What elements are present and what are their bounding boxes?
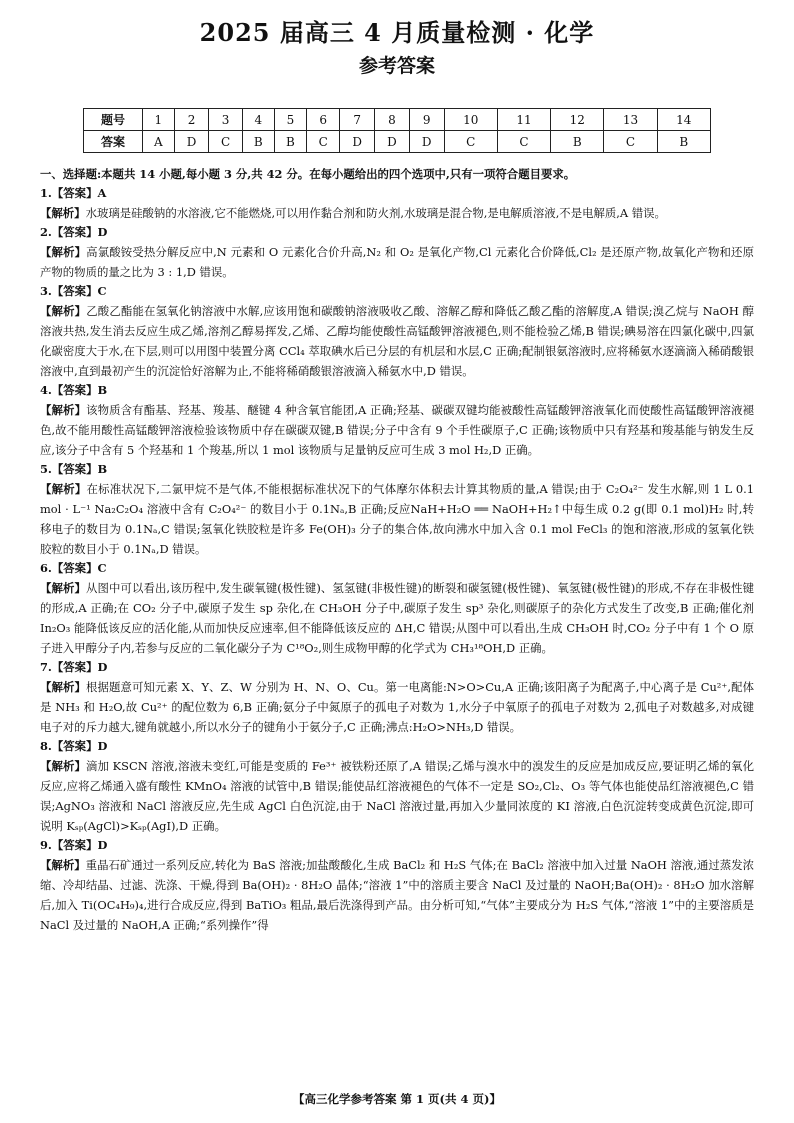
question-answer: 7.【答案】D — [40, 660, 108, 674]
answer-cell: B — [274, 131, 306, 153]
number-cell: 10 — [444, 109, 497, 131]
answer-cell: B — [657, 131, 710, 153]
page-subtitle: 参考答案 — [358, 55, 435, 77]
answer-cell: C — [307, 131, 340, 153]
number-cell: 2 — [174, 109, 209, 131]
question-answer: 9.【答案】D — [40, 838, 108, 852]
question-explanation — [40, 400, 754, 460]
question-explanation — [40, 855, 754, 935]
question-answer: 3.【答案】C — [40, 284, 107, 298]
explanation-tag: 【解析】 — [40, 482, 87, 496]
question-explanation — [40, 756, 754, 836]
answer-table-answer-row — [84, 131, 711, 153]
number-cell: 5 — [274, 109, 306, 131]
explanation-text: 根据题意可知元素 X、Y、Z、W 分别为 H、N、O、Cu。第一电离能:N>O>Cu,A 正确;该阳离子为配离子,中心离子是 Cu²⁺,配体是 NH₃ 和 H₂O,故 Cu²⁺ 的配位数为 6,B 正确;氨分子中氮原子的孤电子对数为 1,水分子中氧原子的孤电子对数为 2,孤电子对数越多,对成键电子对的斥力越大,键角就越小,所以水分子的键角小于氨分子,C 正确;沸点:H₂O>NH₃,D 错误。 — [40, 680, 754, 734]
number-cell: 14 — [657, 109, 710, 131]
explanation-tag: 【解析】 — [40, 581, 86, 595]
explanation-tag: 【解析】 — [40, 206, 86, 220]
number-cell: 6 — [307, 109, 340, 131]
explanation-tag: 【解析】 — [40, 304, 87, 318]
number-row-label: 题号 — [84, 109, 143, 131]
answer-cell: D — [174, 131, 209, 153]
question-explanation — [40, 578, 754, 658]
number-cell: 11 — [497, 109, 550, 131]
question-block — [40, 223, 754, 282]
answer-cell: C — [209, 131, 242, 153]
question-answer: 6.【答案】C — [40, 561, 107, 575]
number-cell: 8 — [375, 109, 410, 131]
answer-row-label: 答案 — [84, 131, 143, 153]
number-cell: 13 — [604, 109, 657, 131]
question-answer: 1.【答案】A — [40, 186, 107, 200]
question-block — [40, 737, 754, 836]
answer-cell: C — [604, 131, 657, 153]
question-answer: 2.【答案】D — [40, 225, 108, 239]
answer-table — [83, 108, 711, 153]
question-answer: 5.【答案】B — [40, 462, 108, 476]
explanation-text: 乙酸乙酯能在氢氧化钠溶液中水解,应该用饱和碳酸钠溶液吸收乙酸、溶解乙醇和降低乙酸乙酯的溶解度,A 错误;溴乙烷与 NaOH 醇溶液共热,发生消去反应生成乙烯,溶剂乙醇易挥发,乙烯、乙醇均能使酸性高锰酸钾溶液褪色,则不能检验乙烯,B 错误;碘易溶在四氯化碳中,四氯化碳密度大于水,在下层,则可以用图中装置分离 CCl₄ 萃取碘水后已分层的有机层和水层,C 正确;配制银氨溶液时,应将稀氨水逐滴滴入稀硝酸银溶液中,直到最初产生的沉淀恰好溶解为止,不能将稀硝酸银溶液滴入稀氨水中,D 错误。 — [40, 304, 754, 378]
explanation-tag: 【解析】 — [40, 403, 87, 417]
question-answer: 4.【答案】B — [40, 383, 108, 397]
question-block — [40, 184, 754, 223]
explanation-tag: 【解析】 — [40, 680, 86, 694]
answer-cell: D — [340, 131, 375, 153]
question-explanation — [40, 479, 754, 559]
page-title: 2025 届高三 4 月质量检测 · 化学 — [199, 18, 595, 47]
explanation-text: 从图中可以看出,该历程中,发生碳氧键(极性键)、氢氢键(非极性键)的断裂和碳氢键(极性键)、氧氢键(极性键)的形成,不存在非极性键的形成,A 正确;在 CO₂ 分子中,碳原子发生 sp 杂化,在 CH₃OH 分子中,碳原子发生 sp³ 杂化,则碳原子的杂化方式发生了改变,B 正确;催化剂 In₂O₃ 能降低该反应的活化能,从而加快反应速率,但不能降低该反应的 ΔH,C 错误;从图中可以看出,生成 CH₃OH 时,CO₂ 分子中有 1 个 O 原子进入甲醇分子内,若参与反应的二氧化碳分子为 C¹⁸O₂,则生成物甲醇的化学式为 CH₃¹⁸OH,D 正确。 — [40, 581, 754, 655]
question-explanation — [40, 242, 754, 282]
answer-cell: D — [375, 131, 410, 153]
question-block — [40, 836, 754, 935]
explanations — [40, 184, 754, 935]
question-block — [40, 460, 754, 559]
explanation-text: 在标准状况下,二氯甲烷不是气体,不能根据标准状况下的气体摩尔体积去计算其物质的量,A 错误;由于 C₂O₄²⁻ 发生水解,则 1 L 0.1 mol · L⁻¹ Na₂C₂O₄ 溶液中含有 C₂O₄²⁻ 的数目小于 0.1Nₐ,B 正确;反应NaH+H₂O ══ NaOH+H₂↑中每生成 0.2 g(即 0.1 mol)H₂ 时,转移电子的数目为 0.1Nₐ,C 错误;氢氧化铁胶粒是许多 Fe(OH)₃ 分子的集合体,故向沸水中加入含 0.1 mol FeCl₃ 的饱和溶液,形成的氢氧化铁胶粒的数目小于 0.1Nₐ,D 错误。 — [40, 482, 754, 556]
question-block — [40, 559, 754, 658]
number-cell: 4 — [242, 109, 274, 131]
answer-cell: A — [143, 131, 175, 153]
answer-cell: B — [551, 131, 604, 153]
number-cell: 1 — [143, 109, 175, 131]
question-explanation — [40, 203, 754, 223]
page-footer: 【高三化学参考答案 第 1 页(共 4 页)】 — [293, 1092, 501, 1106]
explanation-tag: 【解析】 — [40, 858, 86, 872]
number-cell: 3 — [209, 109, 242, 131]
answer-cell: C — [497, 131, 550, 153]
explanation-text: 高氯酸铵受热分解反应中,N 元素和 O 元素化合价升高,N₂ 和 O₂ 是氧化产物,Cl 元素化合价降低,Cl₂ 是还原产物,故氧化产物和还原产物的物质的量之比为 3 : 1,D 错误。 — [40, 245, 754, 279]
explanation-text: 该物质含有酯基、羟基、羧基、醚键 4 种含氧官能团,A 正确;羟基、碳碳双键均能被酸性高锰酸钾溶液氧化而使酸性高锰酸钾溶液褪色,故不能用酸性高锰酸钾溶液检验该物质中存在碳碳双键,B 错误;分子中含有 9 个手性碳原子,C 正确;该物质中只有羟基和羧基能与钠发生反应,该分子中含有 5 个羟基和 1 个羧基,所以 1 mol 该物质与足量钠反应可生成 3 mol H₂,D 正确。 — [40, 403, 754, 457]
question-explanation — [40, 677, 754, 737]
question-explanation — [40, 301, 754, 381]
number-cell: 12 — [551, 109, 604, 131]
question-answer: 8.【答案】D — [40, 739, 108, 753]
question-block — [40, 381, 754, 460]
answer-table-number-row — [84, 109, 711, 131]
answer-cell: D — [409, 131, 444, 153]
answer-cell: C — [444, 131, 497, 153]
explanation-text: 重晶石矿通过一系列反应,转化为 BaS 溶液;加盐酸酸化,生成 BaCl₂ 和 H₂S 气体;在 BaCl₂ 溶液中加入过量 NaOH 溶液,通过蒸发浓缩、冷却结晶、过滤、洗涤、干燥,得到 Ba(OH)₂ · 8H₂O 晶体;“溶液 1”中的溶质主要含 NaCl 及过量的 NaOH;Ba(OH)₂ · 8H₂O 加水溶解后,加入 Ti(OC₄H₉)₄,进行合成反应,得到 BaTiO₃ 粗品,最后洗涤得到产品。由分析可知,“气体”主要成分为 H₂S 气体,“溶液 1”中的主要溶质是 NaCl 及过量的 NaOH,A 正确;“系列操作”得 — [40, 858, 754, 932]
question-block — [40, 658, 754, 737]
explanation-tag: 【解析】 — [40, 759, 86, 773]
answer-cell: B — [242, 131, 274, 153]
explanation-tag: 【解析】 — [40, 245, 87, 259]
number-cell: 9 — [409, 109, 444, 131]
explanation-text: 水玻璃是硅酸钠的水溶液,它不能燃烧,可以用作黏合剂和防火剂,水玻璃是混合物,是电解质溶液,不是电解质,A 错误。 — [85, 206, 666, 220]
section-heading: 一、选择题:本题共 14 小题,每小题 3 分,共 42 分。在每小题给出的四个选项中,只有一项符合题目要求。 — [40, 167, 576, 181]
number-cell: 7 — [340, 109, 375, 131]
question-block — [40, 282, 754, 381]
explanation-text: 滴加 KSCN 溶液,溶液未变红,可能是变质的 Fe³⁺ 被铁粉还原了,A 错误;乙烯与溴水中的溴发生的反应是加成反应,要证明乙烯的氧化反应,应将乙烯通入盛有酸性 KMnO₄ 溶液的试管中,B 错误;能使品红溶液褪色的气体不一定是 SO₂,Cl₂、O₃ 等气体也能使品红溶液褪色,C 错误;AgNO₃ 溶液和 NaCl 溶液反应,先生成 AgCl 白色沉淀,由于 NaCl 溶液过量,再加入少量同浓度的 KI 溶液,白色沉淀转变成黄色沉淀,即可说明 Kₛₚ(AgCl)>Kₛₚ(AgI),D 正确。 — [40, 759, 754, 833]
